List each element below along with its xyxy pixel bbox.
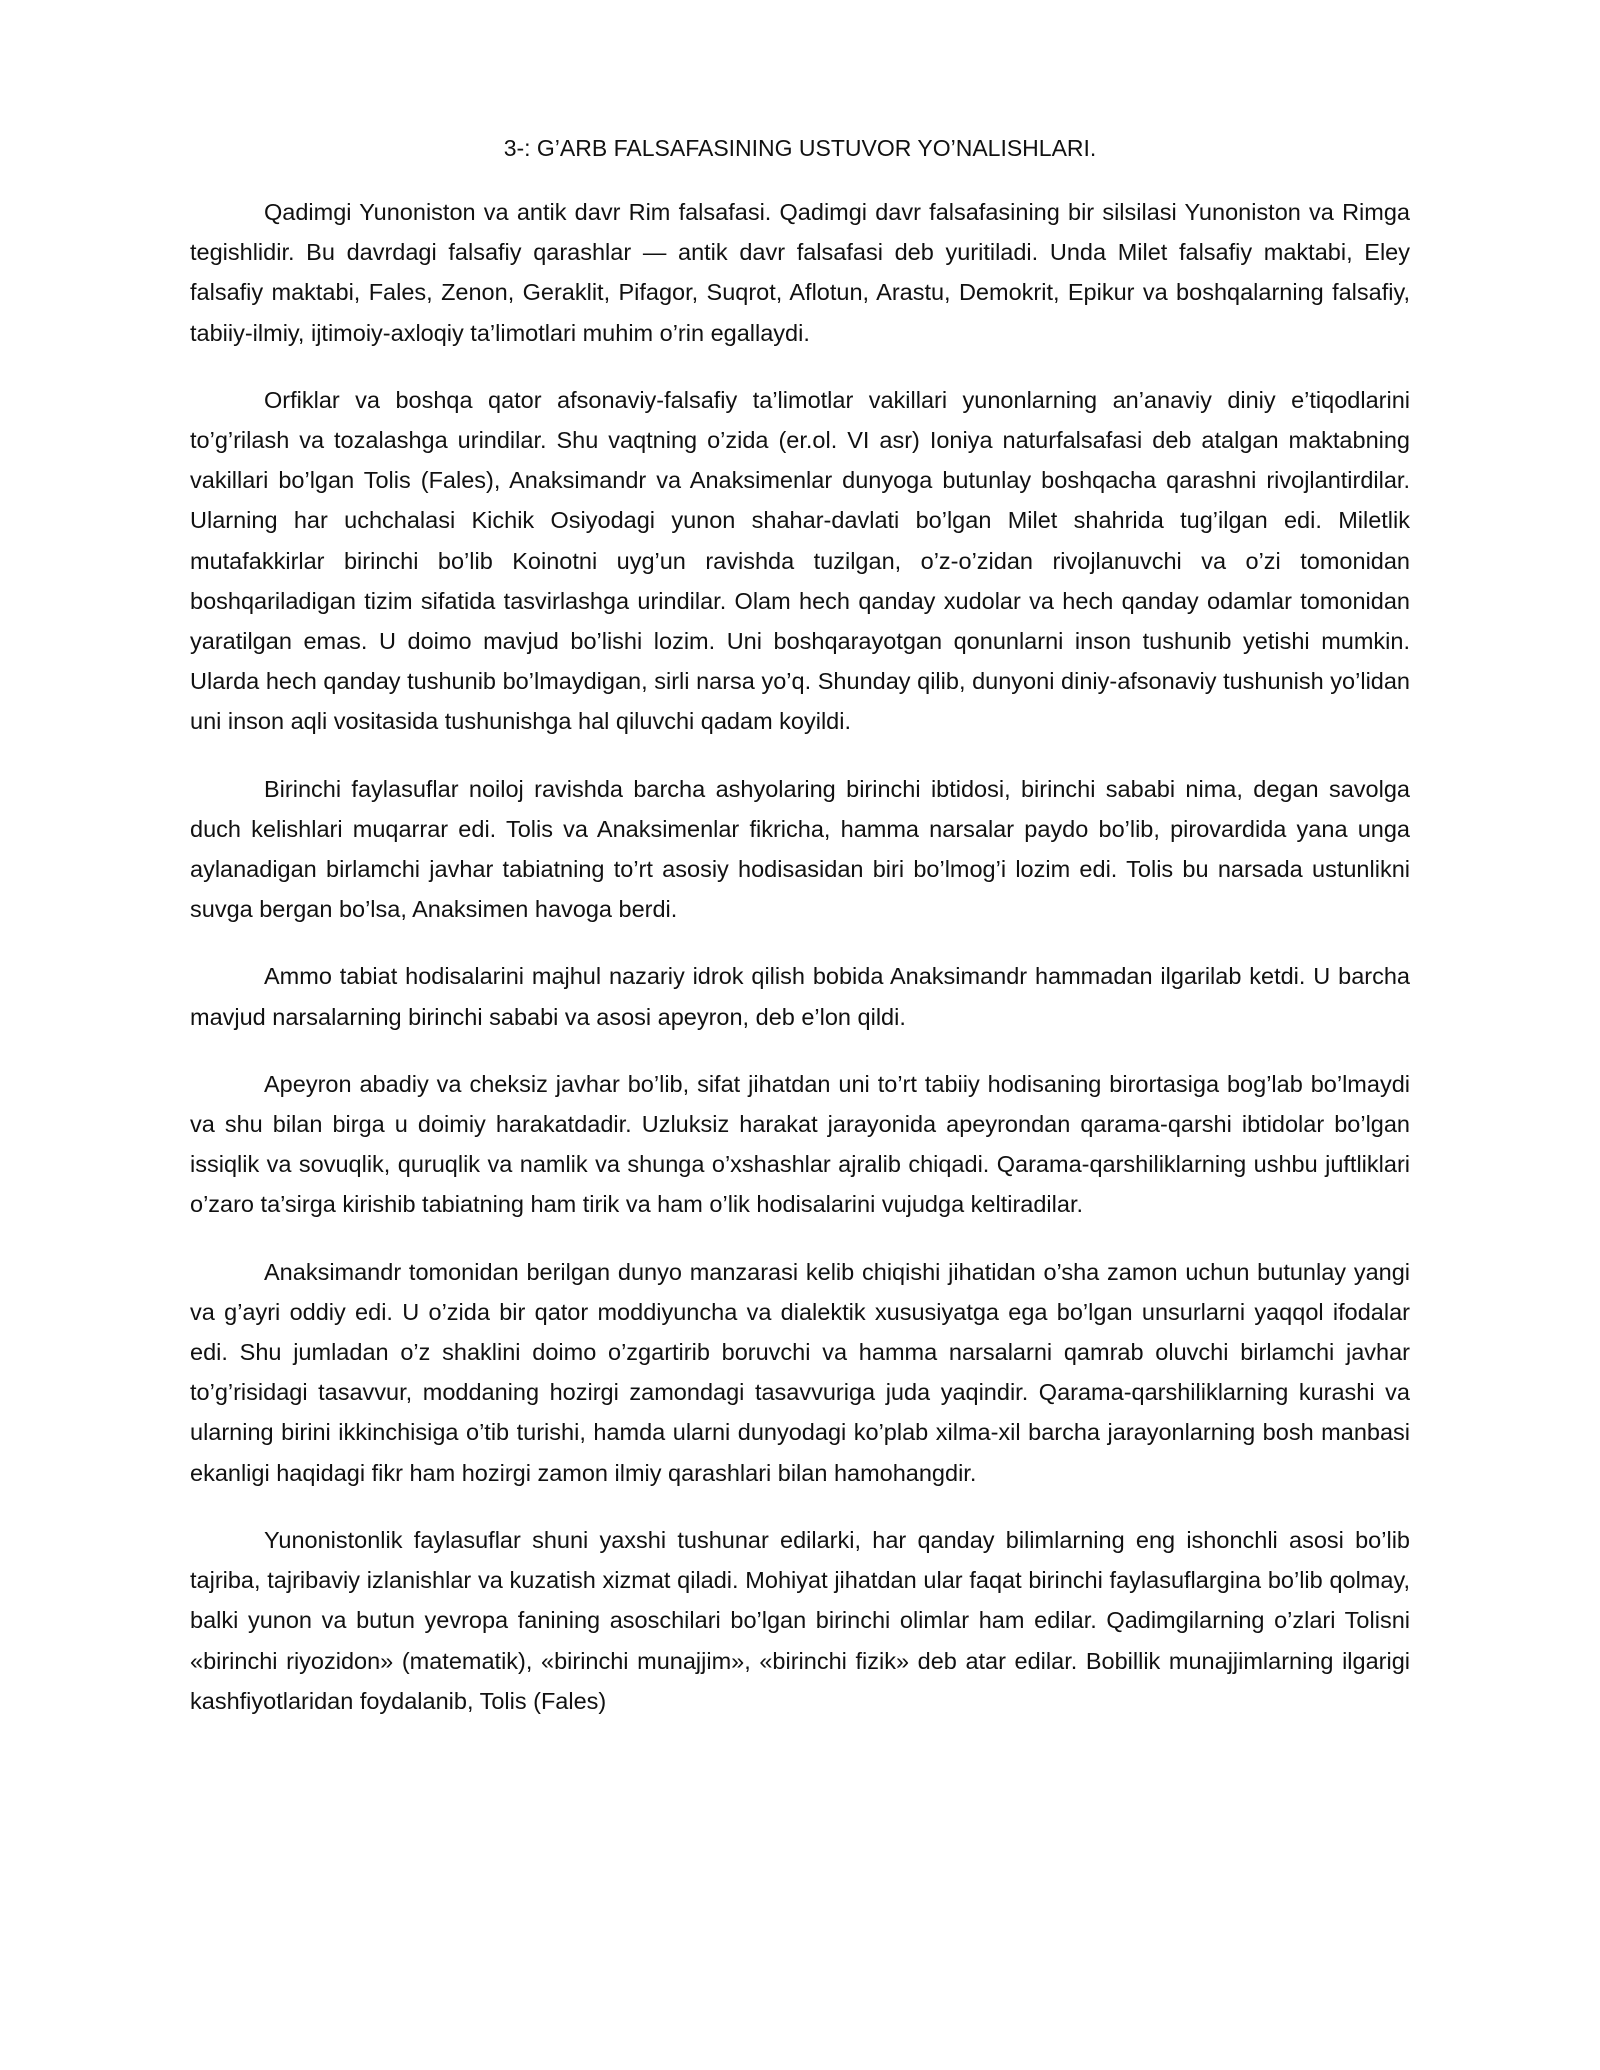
paragraph-1: Qadimgi Yunoniston va antik davr Rim falsafasi. Qadimgi davr falsafasining bir silsilasi Yunoniston va Rimga tegishlidir. Bu davrdagi falsafiy qarashlar — antik davr falsafasi deb yuritiladi. Unda Milet falsafiy maktabi, Eley falsafiy maktabi, Fales, Zenon, Geraklit, Pifagor, Suqrot, Aflotun, Arastu, Demokrit, Epikur va boshqalarning falsafiy, tabiiy-ilmiy, ijtimoiy-axloqiy ta’limotlari muhim o’rin egallaydi. xyxy=(190,199,1410,346)
paragraph-2: Orfiklar va boshqa qator afsonaviy-falsafiy ta’limotlar vakillari yunonlarning an’anaviy diniy e’tiqodlarini to’g’rilash va tozalashga urindilar. Shu vaqtning o’zida (er.ol. VI asr) Ioniya naturfalsafasi deb atalgan maktabning vakillari bo’lgan Tolis (Fales), Anaksimandr va Anaksimenlar dunyoga butunlay boshqacha qarashni rivojlantirdilar. Ularning har uchchalasi Kichik Osiyodagi yunon shahar-davlati bo’lgan Milet shahrida tug’ilgan edi. Miletlik mutafakkirlar birinchi bo’lib Koinotni uyg’un ravishda tuzilgan, o’z-o’zidan rivojlanuvchi va o’zi tomonidan boshqariladigan tizim sifatida tasvirlashga urindilar. Olam hech qanday xudolar va hech qanday odamlar tomonidan yaratilgan emas. U doimo mavjud bo’lishi lozim. Uni boshqarayotgan qonunlarni inson tushunib yetishi mumkin. Ularda hech qanday tushunib bo’lmaydigan, sirli narsa yo’q. Shunday qilib, dunyoni diniy-afsonaviy tushunish yo’lidan uni inson aqli vositasida tushunishga hal qiluvchi qadam koyildi. xyxy=(190,386,1410,735)
paragraph-6: Anaksimandr tomonidan berilgan dunyo manzarasi kelib chiqishi jihatidan o’sha zamon uchun butunlay yangi va g’ayri oddiy edi. U o’zida bir qator moddiyuncha va dialektik xususiyatga ega bo’lgan unsurlarni yaqqol ifodalar edi. Shu jumladan o’z shaklini doimo o’zgartirib boruvchi va hamma narsalarni qamrab oluvchi birlamchi javhar to’g’risidagi tasavvur, moddaning hozirgi zamondagi tasavvuriga juda yaqindir. Qarama-qarshiliklarning kurashi va ularning birini ikkinchisiga o’tib turishi, hamda ularni dunyodagi ko’plab xilma-xil barcha jarayonlarning bosh manbasi ekanligi haqidagi fikr ham hozirgi zamon ilmiy qarashlari bilan hamohangdir. xyxy=(190,1258,1410,1486)
paragraph-4: Ammo tabiat hodisalarini majhul nazariy idrok qilish bobida Anaksimandr hammadan ilgarilab ketdi. U barcha mavjud narsalarning birinchi sababi va asosi apeyron, deb e’lon qildi. xyxy=(190,963,1410,1030)
paragraph-5: Apeyron abadiy va cheksiz javhar bo’lib, sifat jihatdan uni to’rt tabiiy hodisaning birortasiga bog’lab bo’lmaydi va shu bilan birga u doimiy harakatdadir. Uzluksiz harakat jarayonida apeyrondan qarama-qarshi ibtidolar bo’lgan issiqlik va sovuqlik, quruqlik va namlik va shunga o’xshashlar ajralib chiqadi. Qarama-qarshiliklarning ushbu juftliklari o’zaro ta’sirga kirishib tabiatning ham tirik va ham o’lik hodisalarini vujudga keltiradilar. xyxy=(190,1070,1410,1218)
paragraph-3: Birinchi faylasuflar noiloj ravishda barcha ashyolaring birinchi ibtidosi, birinchi sababi nima, degan savolga duch kelishlari muqarrar edi. Tolis va Anaksimenlar fikricha, hamma narsalar paydo bo’lib, pirovardida yana unga aylanadigan birlamchi javhar tabiatning to’rt asosiy hodisasidan biri bo’lmog’i lozim edi. Tolis bu narsada ustunlikni suvga bergan bo’lsa, Anaksimen havoga berdi. xyxy=(190,775,1410,923)
paragraph-7: Yunonistonlik faylasuflar shuni yaxshi tushunar edilarki, har qanday bilimlarning eng ishonchli asosi bo’lib tajriba, tajribaviy izlanishlar va kuzatish xizmat qiladi. Mohiyat jihatdan ular faqat birinchi faylasuflargina bo’lib qolmay, balki yunon va butun yevropa fanining asoschilari bo’lgan birinchi olimlar ham edilar. Qadimgilarning o’zlari Tolisni «birinchi riyozidon» (matematik), «birinchi munajjim», «birinchi fizik» deb atar edilar. Bobillik munajjimlarning ilgarigi kashfiyotlaridan foydalanib, Tolis (Fales) xyxy=(190,1526,1410,1714)
document-title: 3-: G’ARB FALSAFASINING USTUVOR YO’NALISHLARI. xyxy=(503,135,1097,161)
